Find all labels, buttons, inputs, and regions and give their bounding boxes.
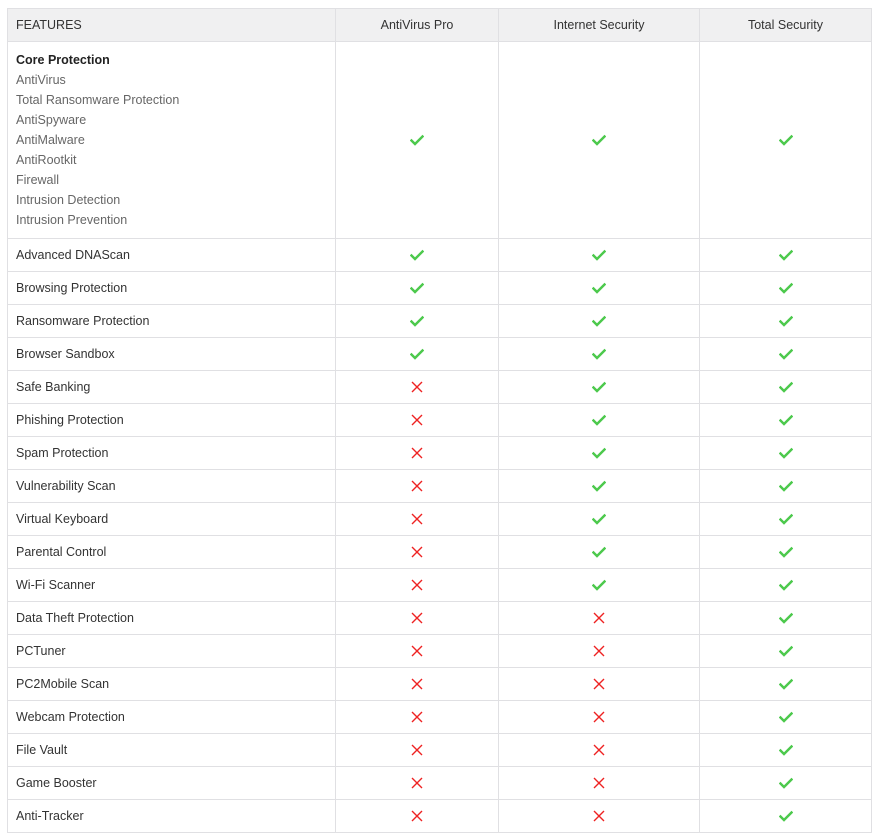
table-row <box>8 272 872 305</box>
feature-comparison-table <box>7 8 872 833</box>
mark-total-security <box>700 536 872 569</box>
mark-antivirus-pro <box>336 602 499 635</box>
mark-antivirus-pro <box>336 404 499 437</box>
core-mark-antivirus-pro <box>336 42 499 239</box>
check-icon <box>410 347 424 361</box>
mark-internet-security <box>499 371 700 404</box>
cross-icon <box>410 413 424 427</box>
check-icon <box>410 281 424 295</box>
cross-icon <box>592 743 606 757</box>
mark-antivirus-pro <box>336 371 499 404</box>
mark-internet-security <box>499 800 700 833</box>
plan-header-antivirus-pro: AntiVirus Pro <box>336 9 499 42</box>
mark-total-security <box>700 239 872 272</box>
cross-icon <box>410 677 424 691</box>
feature-name: Advanced DNAScan <box>8 239 336 272</box>
table-row <box>8 305 872 338</box>
core-protection-item: Intrusion Prevention <box>16 213 128 227</box>
core-mark-internet-security <box>499 42 700 239</box>
cross-icon <box>410 479 424 493</box>
check-icon <box>592 512 606 526</box>
check-icon <box>779 743 793 757</box>
mark-internet-security <box>499 536 700 569</box>
feature-name: Data Theft Protection <box>8 602 336 635</box>
mark-antivirus-pro <box>336 437 499 470</box>
mark-internet-security <box>499 635 700 668</box>
check-icon <box>592 380 606 394</box>
core-mark-total-security <box>700 42 872 239</box>
table-row <box>8 470 872 503</box>
check-icon <box>779 644 793 658</box>
plan-header-internet-security: Internet Security <box>499 9 700 42</box>
feature-name: Anti-Tracker <box>8 800 336 833</box>
check-icon <box>779 314 793 328</box>
core-protection-item: AntiRootkit <box>16 153 77 167</box>
mark-total-security <box>700 767 872 800</box>
check-icon <box>779 776 793 790</box>
feature-name: Parental Control <box>8 536 336 569</box>
cross-icon <box>592 710 606 724</box>
mark-antivirus-pro <box>336 767 499 800</box>
mark-internet-security <box>499 305 700 338</box>
feature-name: Vulnerability Scan <box>8 470 336 503</box>
cross-icon <box>410 710 424 724</box>
mark-total-security <box>700 437 872 470</box>
feature-name: Virtual Keyboard <box>8 503 336 536</box>
check-icon <box>779 809 793 823</box>
check-icon <box>592 545 606 559</box>
mark-antivirus-pro <box>336 305 499 338</box>
core-protection-row <box>8 42 872 239</box>
table-row <box>8 668 872 701</box>
check-icon <box>592 281 606 295</box>
check-icon <box>592 479 606 493</box>
cross-icon <box>410 380 424 394</box>
table-row <box>8 404 872 437</box>
cross-icon <box>410 776 424 790</box>
cross-icon <box>410 809 424 823</box>
cross-icon <box>410 545 424 559</box>
mark-internet-security <box>499 602 700 635</box>
mark-total-security <box>700 602 872 635</box>
mark-internet-security <box>499 503 700 536</box>
mark-total-security <box>700 272 872 305</box>
mark-total-security <box>700 503 872 536</box>
table-row <box>8 767 872 800</box>
cross-icon <box>592 611 606 625</box>
mark-antivirus-pro <box>336 338 499 371</box>
mark-internet-security <box>499 338 700 371</box>
table-row <box>8 503 872 536</box>
mark-total-security <box>700 338 872 371</box>
cross-icon <box>410 611 424 625</box>
mark-antivirus-pro <box>336 668 499 701</box>
mark-total-security <box>700 668 872 701</box>
mark-antivirus-pro <box>336 470 499 503</box>
cross-icon <box>592 776 606 790</box>
core-protection-cell <box>8 42 336 239</box>
core-protection-items <box>16 70 335 230</box>
table-row <box>8 635 872 668</box>
check-icon <box>779 479 793 493</box>
table-row <box>8 437 872 470</box>
feature-name: Wi-Fi Scanner <box>8 569 336 602</box>
mark-antivirus-pro <box>336 635 499 668</box>
mark-internet-security <box>499 437 700 470</box>
mark-antivirus-pro <box>336 272 499 305</box>
table-row <box>8 536 872 569</box>
plan-header-total-security: Total Security <box>700 9 872 42</box>
check-icon <box>779 281 793 295</box>
check-icon <box>410 133 424 147</box>
mark-total-security <box>700 305 872 338</box>
check-icon <box>779 133 793 147</box>
mark-total-security <box>700 470 872 503</box>
check-icon <box>779 413 793 427</box>
mark-total-security <box>700 371 872 404</box>
mark-internet-security <box>499 470 700 503</box>
check-icon <box>592 578 606 592</box>
table-row <box>8 569 872 602</box>
mark-total-security <box>700 569 872 602</box>
cross-icon <box>410 446 424 460</box>
mark-total-security <box>700 800 872 833</box>
check-icon <box>779 710 793 724</box>
feature-name: Game Booster <box>8 767 336 800</box>
feature-name: Browser Sandbox <box>8 338 336 371</box>
mark-antivirus-pro <box>336 569 499 602</box>
header-row <box>8 9 872 42</box>
core-protection-item: Intrusion Detection <box>16 193 121 207</box>
feature-name: Ransomware Protection <box>8 305 336 338</box>
feature-name: Spam Protection <box>8 437 336 470</box>
feature-name: PC2Mobile Scan <box>8 668 336 701</box>
mark-internet-security <box>499 734 700 767</box>
feature-name: Webcam Protection <box>8 701 336 734</box>
table-row <box>8 734 872 767</box>
cross-icon <box>592 809 606 823</box>
table-row <box>8 701 872 734</box>
check-icon <box>779 380 793 394</box>
core-protection-item: Total Ransomware Protection <box>16 93 180 107</box>
check-icon <box>592 248 606 262</box>
check-icon <box>779 512 793 526</box>
check-icon <box>592 133 606 147</box>
mark-antivirus-pro <box>336 536 499 569</box>
check-icon <box>410 314 424 328</box>
mark-antivirus-pro <box>336 734 499 767</box>
feature-name: Browsing Protection <box>8 272 336 305</box>
mark-antivirus-pro <box>336 800 499 833</box>
check-icon <box>592 314 606 328</box>
mark-internet-security <box>499 668 700 701</box>
mark-total-security <box>700 734 872 767</box>
table-row <box>8 602 872 635</box>
check-icon <box>779 677 793 691</box>
feature-name: Phishing Protection <box>8 404 336 437</box>
table-row <box>8 338 872 371</box>
mark-antivirus-pro <box>336 503 499 536</box>
check-icon <box>592 347 606 361</box>
table-row <box>8 800 872 833</box>
mark-total-security <box>700 404 872 437</box>
mark-total-security <box>700 635 872 668</box>
cross-icon <box>410 743 424 757</box>
mark-total-security <box>700 701 872 734</box>
check-icon <box>779 347 793 361</box>
core-protection-title: Core Protection <box>16 53 110 67</box>
mark-internet-security <box>499 701 700 734</box>
mark-internet-security <box>499 272 700 305</box>
check-icon <box>779 611 793 625</box>
check-icon <box>592 413 606 427</box>
check-icon <box>779 248 793 262</box>
core-protection-item: AntiSpyware <box>16 113 87 127</box>
mark-internet-security <box>499 767 700 800</box>
mark-internet-security <box>499 404 700 437</box>
mark-internet-security <box>499 569 700 602</box>
cross-icon <box>592 677 606 691</box>
check-icon <box>779 578 793 592</box>
check-icon <box>779 545 793 559</box>
mark-antivirus-pro <box>336 239 499 272</box>
feature-name: File Vault <box>8 734 336 767</box>
check-icon <box>592 446 606 460</box>
mark-internet-security <box>499 239 700 272</box>
core-protection-item: Firewall <box>16 173 60 187</box>
core-protection-item: AntiVirus <box>16 73 66 87</box>
mark-antivirus-pro <box>336 701 499 734</box>
cross-icon <box>410 512 424 526</box>
cross-icon <box>410 644 424 658</box>
feature-name: Safe Banking <box>8 371 336 404</box>
core-protection-item: AntiMalware <box>16 133 85 147</box>
table-row <box>8 371 872 404</box>
table-row <box>8 239 872 272</box>
check-icon <box>779 446 793 460</box>
cross-icon <box>592 644 606 658</box>
feature-name: PCTuner <box>8 635 336 668</box>
features-column-header: FEATURES <box>8 9 336 42</box>
cross-icon <box>410 578 424 592</box>
check-icon <box>410 248 424 262</box>
